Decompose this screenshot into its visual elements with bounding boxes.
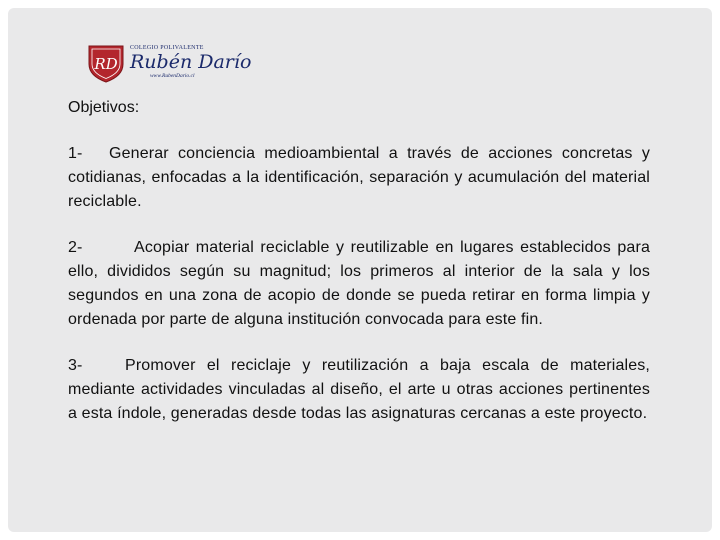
objective-text: Generar conciencia medioambiental a través de acciones concretas y cotidianas, enfocadas a la identificación, separación y acumulación del material reciclable. <box>68 145 650 210</box>
objectives-heading: Objetivos: <box>68 99 140 116</box>
logo-school-name: Rubén Darío <box>130 51 252 73</box>
logo-school-label: COLEGIO POLIVALENTE <box>130 45 204 51</box>
logo-website: www.RubenDario.cl <box>150 73 195 79</box>
school-crest-icon <box>86 42 126 84</box>
objective-item-2 <box>68 236 650 332</box>
objective-text: Acopiar material reciclable y reutilizable en lugares establecidos para ello, divididos según su magnitud; los primeros al interior de la sala y los segundos en una zona de acopio de donde se pueda retirar en forma limpia y ordenada por parte de alguna institución convocada para este fin. <box>68 239 650 328</box>
objective-text: Promover el reciclaje y reutilización a baja escala de materiales, mediante actividades vinculadas al diseño, el arte u otras acciones pertinentes a esta índole, generadas desde todas las asignaturas cercanas a este proyecto. <box>68 357 650 422</box>
objective-number: 3- <box>68 357 83 374</box>
slide <box>8 8 712 532</box>
objective-item-1 <box>68 142 650 214</box>
school-logo <box>86 42 252 84</box>
objective-number: 1- <box>68 145 83 162</box>
objective-number: 2- <box>68 239 83 256</box>
logo-initials: RD <box>94 55 118 73</box>
objectives-content <box>68 96 650 448</box>
objective-item-3 <box>68 354 650 426</box>
